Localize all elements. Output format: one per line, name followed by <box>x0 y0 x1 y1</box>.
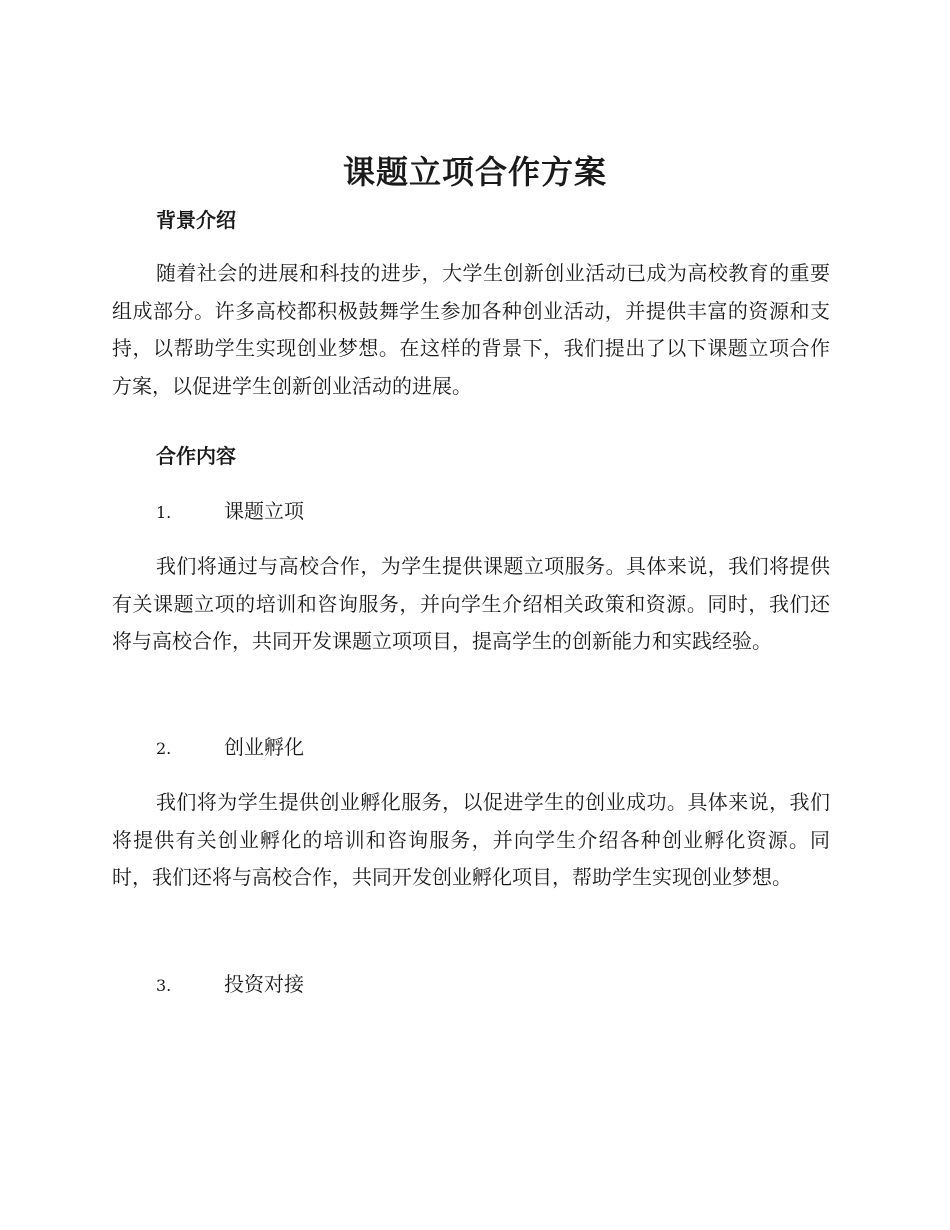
list-item-number: 3. <box>156 976 172 995</box>
list-item-label: 课题立项 <box>224 499 304 523</box>
list-item-number: 2. <box>156 739 172 758</box>
list-item-3 <box>156 969 304 1001</box>
list-item-2 <box>156 732 304 764</box>
list-item-label: 投资对接 <box>224 972 304 996</box>
background-paragraph: 随着社会的进展和科技的进步，大学生创新创业活动已成为高校教育的重要组成部分。许多高校都积极鼓舞学生参加各种创业活动，并提供丰富的资源和支持，以帮助学生实现创业梦想。在这样的背景下，我们提出了以下课题立项合作方案，以促进学生创新创业活动的进展。 <box>112 261 830 398</box>
document-title: 课题立项合作方案 <box>342 153 607 191</box>
list-item-1 <box>156 496 304 528</box>
item-1-paragraph: 我们将通过与高校合作，为学生提供课题立项服务。具体来说，我们将提供有关课题立项的培训和咨询服务，并向学生介绍相关政策和资源。同时，我们还将与高校合作，共同开发课题立项项目，提高学生的创新能力和实践经验。 <box>112 554 830 653</box>
section-heading-background: 背景介绍 <box>156 208 236 232</box>
section-heading-cooperation: 合作内容 <box>156 444 236 468</box>
item-2-paragraph: 我们将为学生提供创业孵化服务，以促进学生的创业成功。具体来说，我们将提供有关创业孵化的培训和咨询服务，并向学生介绍各种创业孵化资源。同时，我们还将与高校合作，共同开发创业孵化项目，帮助学生实现创业梦想。 <box>112 790 830 889</box>
list-item-number: 1. <box>156 503 172 522</box>
list-item-label: 创业孵化 <box>224 735 304 759</box>
